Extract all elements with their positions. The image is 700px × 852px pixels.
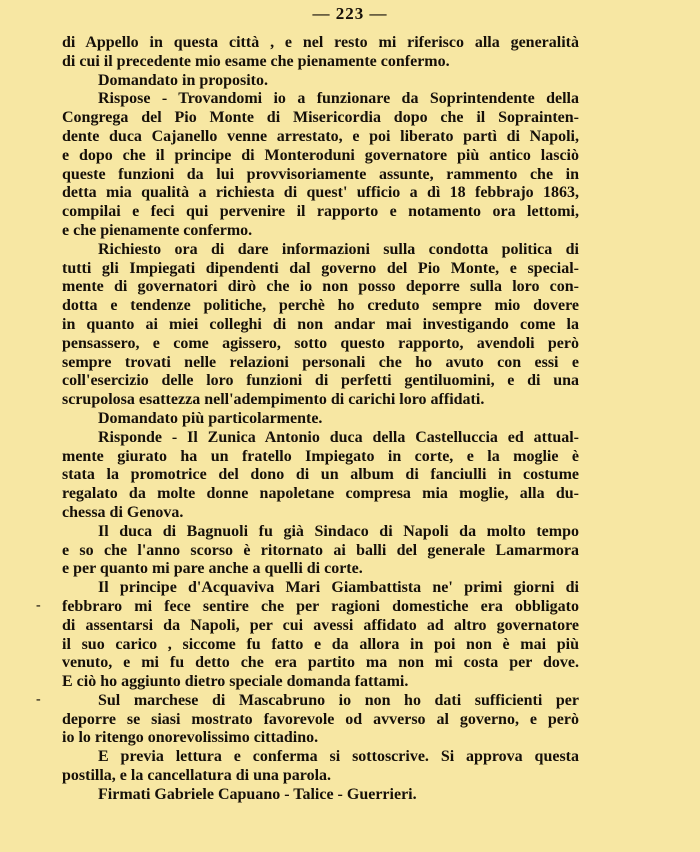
page-number: — 223 —	[312, 4, 388, 23]
text-line: e dopo che il principe di Monteroduni governatore più antico lasciò	[62, 146, 579, 164]
text-line: in quanto ai miei colleghi di non andar mai investigando come la	[62, 315, 579, 333]
text-line: postilla, e la cancellatura di una parola.	[62, 767, 332, 785]
text-line: regalato da molte donne napoletane compresa mia moglie, alla du-	[62, 485, 579, 503]
text-line: mente di governatori dirò che io non posso deporre sulla loro con-	[62, 278, 579, 296]
text-line: compilai e feci qui pervenire il rapporto e notamento ora lettomi,	[62, 203, 579, 221]
text-line: scrupolosa esattezza nell'adempimento di carichi loro affidati.	[62, 391, 485, 409]
text-line: Firmati Gabriele Capuano - Talice - Guerrieri.	[98, 785, 417, 803]
text-line: Rispose - Trovandomi io a funzionare da Soprintendente della	[98, 90, 579, 108]
text-line: Domandato in proposito.	[98, 71, 268, 89]
text-line: deporre se siasi mostrato favorevole od avverso al governo, e però	[62, 710, 579, 728]
text-line: E ciò ho aggiunto dietro speciale domanda fattami.	[62, 673, 409, 691]
text-line: di cui il precedente mio esame che pienamente confermo.	[62, 52, 450, 70]
text-line: di assentarsi da Napoli, per cui avessi affidato ad altro governatore	[62, 616, 579, 634]
text-line: mente giurato ha un fratello Impiegato in corte, e la moglie è	[62, 447, 579, 465]
text-line: e per quanto mi pare anche a quelli di corte.	[62, 560, 363, 578]
text-line: Congrega del Pio Monte di Misericordia dopo che il Soprainten-	[62, 109, 579, 127]
text-line: tutti gli Impiegati dipendenti dal governo del Pio Monte, e special-	[62, 259, 579, 277]
text-line: febbraro mi fece sentire che per ragioni domestiche era obbligato	[62, 597, 579, 615]
text-line: stata la promotrice del dono di un album di fanciulli in costume	[62, 466, 579, 484]
text-line: queste funzioni da lui provvisoriamente assunte, rammento che in	[62, 165, 579, 183]
text-line: coll'esercizio delle loro funzioni di perfetti gentiluomini, e di una	[62, 372, 579, 390]
text-line: detta mia qualità a richiesta di quest' ufficio a dì 18 febbrajo 1863,	[62, 184, 579, 202]
text-line: Sul marchese di Mascabruno io non ho dati sufficienti per	[98, 691, 579, 709]
text-line: di Appello in questa città , e nel resto mi riferisco alla generalità	[62, 34, 579, 51]
text-line: chessa di Genova.	[62, 503, 184, 521]
margin-mark: -	[36, 692, 41, 707]
text-line: pensassero, e come agissero, sotto questo rapporto, avendoli però	[62, 334, 579, 352]
text-line: dente duca Cajanello venne arrestato, e poi liberato partì di Napoli,	[62, 127, 579, 145]
text-line: dotta e tendenze politiche, perchè ho creduto sempre mio dovere	[62, 297, 579, 315]
text-line: e so che l'anno scorso è ritornato ai balli del generale Lamarmora	[62, 541, 579, 559]
text-line: Domandato più particolarmente.	[98, 409, 323, 427]
text-line: sempre trovati nelle relazioni personali che ho avuto con essi e	[62, 353, 579, 371]
text-line: e che pienamente confermo.	[62, 221, 253, 239]
text-line: E previa lettura e conferma si sottoscrive. Si approva questa	[98, 748, 579, 766]
text-line: il suo carico , siccome fu fatto e da allora in poi non è mai più	[62, 635, 579, 653]
text-line: io lo ritengo onorevolissimo cittadino.	[62, 729, 319, 747]
document-body	[62, 34, 579, 805]
margin-mark: -	[36, 598, 41, 613]
text-line: venuto, e mi fu detto che era partito ma non mi costa per dove.	[62, 654, 579, 672]
text-line: Il duca di Bagnuoli fu già Sindaco di Napoli da molto tempo	[98, 522, 579, 540]
text-line: Il principe d'Acquaviva Mari Giambattista ne' primi giorni di	[98, 579, 579, 597]
text-line: Richiesto ora di dare informazioni sulla condotta politica di	[98, 240, 579, 258]
text-line: Risponde - Il Zunica Antonio duca della Castelluccia ed attual-	[98, 428, 579, 446]
